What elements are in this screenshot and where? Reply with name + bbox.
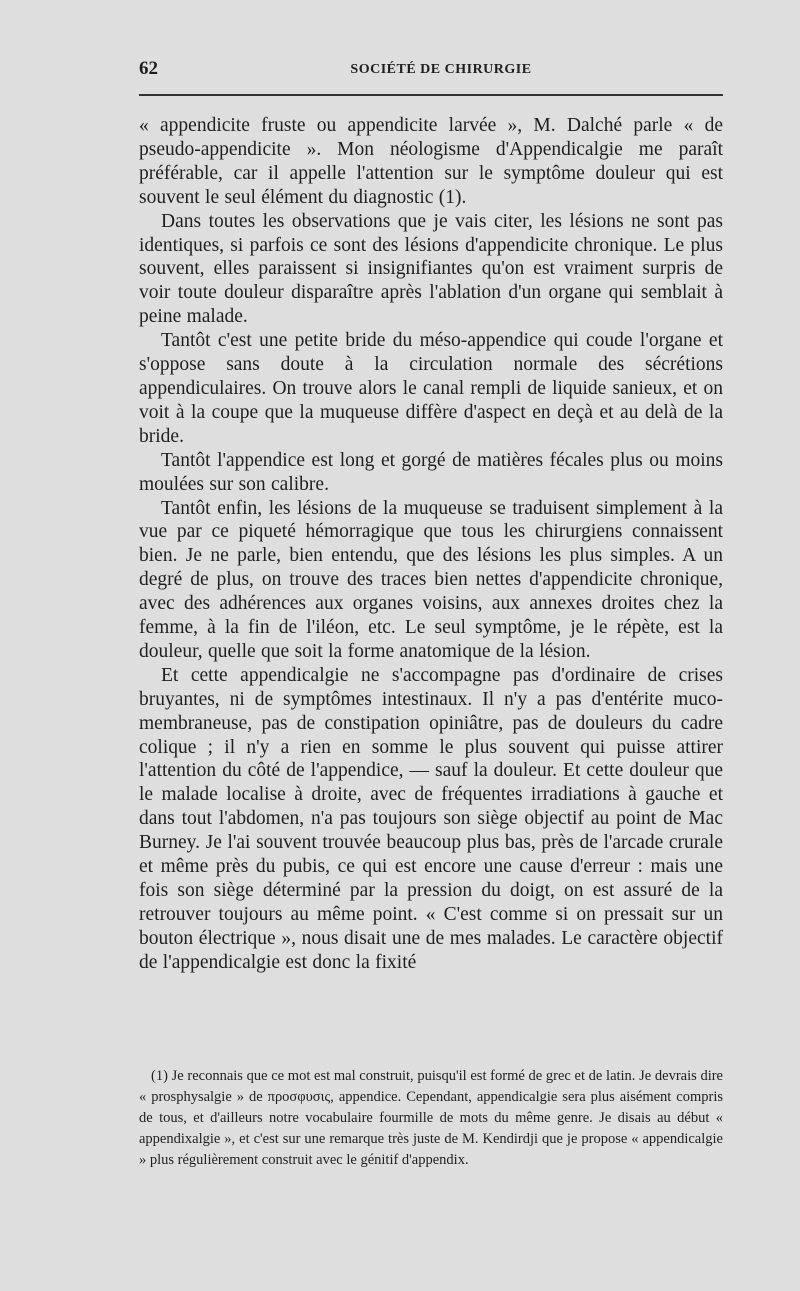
paragraph-5: Tantôt enfin, les lésions de la muqueuse se traduisent simplement à la vue par ce piqueté hémorragique que tous les chirurgiens connaissent bien. Je ne parle, bien entendu, que des lésions les plus simples. A un degré de plus, on trouve des traces bien nettes d'appendicite chronique, avec des adhérences aux organes voisins, aux annexes droites chez la femme, à la fin de l'iléon, etc. Le seul symptôme, je le répète, est la douleur, quelle que soit la forme anatomique de la lésion. (139, 497, 723, 662)
paragraph-3: Tantôt c'est une petite bride du méso-appendice qui coude l'organe et s'oppose sans doute à la circulation normale des sécrétions appendiculaires. On trouve alors le canal rempli de liquide sanieux, et on voit à la coupe que la muqueuse diffère d'aspect en deçà et au delà de la bride. (139, 330, 723, 447)
page-header (139, 58, 723, 84)
body-text (139, 114, 723, 975)
paragraph-2: Dans toutes les observations que je vais citer, les lésions ne sont pas identiques, si parfois ce sont des lésions d'appendicite chronique. Le plus souvent, elles paraissent si insignifiantes qu'on est vraiment surpris de voir toute douleur disparaître après l'ablation d'un organe qui semblait à peine malade. (139, 210, 723, 328)
footnotes (139, 1066, 723, 1171)
paragraph-6: Et cette appendicalgie ne s'accompagne pas d'ordinaire de crises bruyantes, ni de symptômes intestinaux. Il n'y a pas d'entérite muco-membraneuse, pas de constipation opiniâtre, pas de douleurs du cadre colique ; il n'y a rien en somme le plus souvent qui puisse attirer l'attention du côté de l'appendice, — sauf la douleur. Et cette douleur que le malade localise à droite, avec de fréquentes irradiations à gauche et dans tout l'abdomen, n'a pas toujours son siège objectif au point de Mac Burney. Je l'ai souvent trouvée beaucoup plus bas, près de l'arcade crurale et même près du pubis, ce qui est encore une cause d'erreur : mais une fois son siège déterminé par la pression du doigt, on est assuré de la retrouver toujours au même point. « C'est comme si on pressait sur un bouton électrique », nous disait une de mes malades. Le caractère objectif de l'appendicalgie est donc la fixité (139, 664, 723, 973)
footnote-1: (1) Je reconnais que ce mot est mal construit, puisqu'il est formé de grec et de latin. Je devrais dire « prosphysalgie » de προσφυσις, appendice. Cependant, appendicalgie sera plus aisément compris de tous, et d'ailleurs notre vocabulaire fourmille de mots du même genre. Je disais au début « appendixalgie », et c'est sur une remarque très juste de M. Kendirdji que je propose « appendicalgie » plus régulièrement construit avec le génitif d'appendix. (139, 1068, 723, 1168)
running-head: SOCIÉTÉ DE CHIRURGIE (350, 62, 532, 77)
header-rule (139, 94, 723, 96)
paragraph-4: Tantôt l'appendice est long et gorgé de matières fécales plus ou moins moulées sur son calibre. (139, 449, 723, 495)
paragraph-1: « appendicite fruste ou appendicite larvée », M. Dalché parle « de pseudo-appendicite ». Mon néologisme d'Appendicalgie me paraît préférable, car il appelle l'attention sur le symptôme douleur qui est souvent le seul élément du diagnostic (1). (139, 115, 723, 208)
page-number: 62 (139, 58, 158, 79)
